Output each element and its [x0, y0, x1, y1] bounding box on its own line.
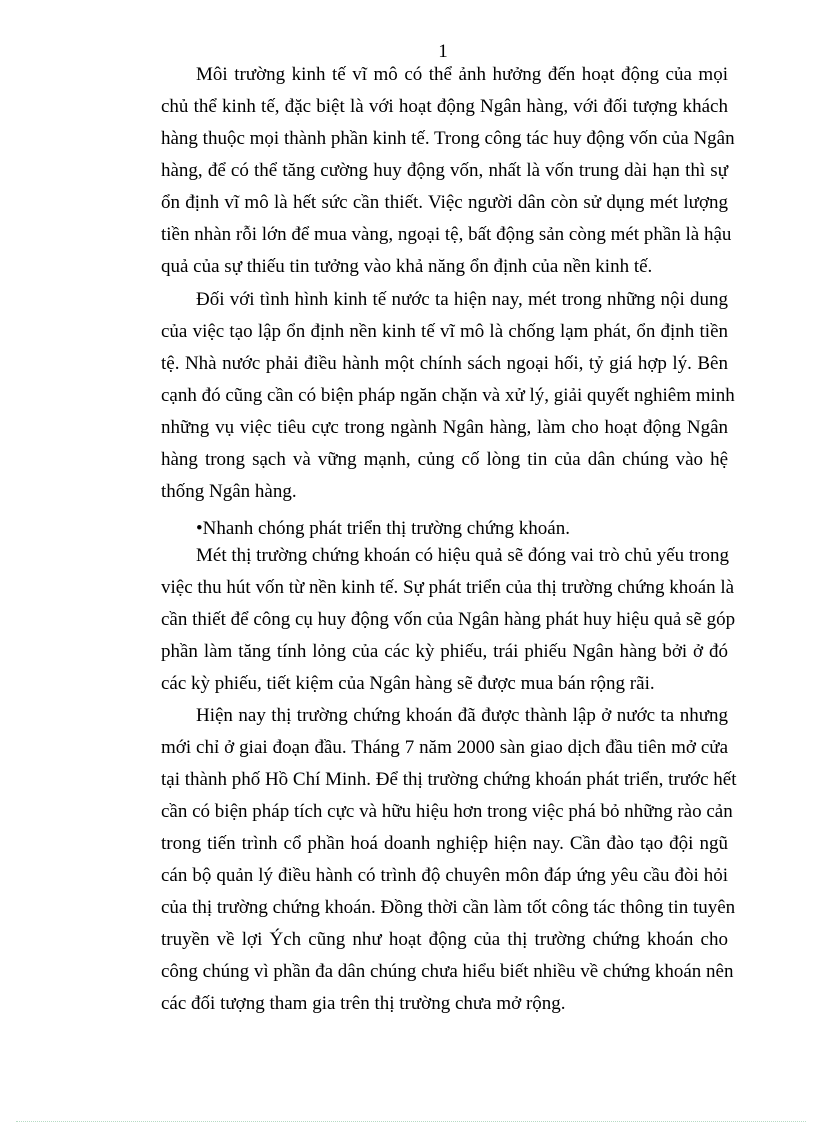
text-line: cần thiết để công cụ huy động vốn của Ngân hàng phát huy hiệu quả sẽ góp	[161, 609, 736, 630]
text-line: của thị trường chứng khoán. Đồng thời cần làm tốt công tác thông tin tuyên	[161, 897, 736, 918]
text-line: ổn định vĩ mô là hết sức cần thiết. Việc người dân còn sử dụng mét lượng	[161, 192, 728, 213]
page-bottom-border	[16, 1121, 806, 1122]
text-line: cần có biện pháp tích cực và hữu hiệu hơn trong việc phá bỏ những rào cản	[161, 801, 733, 822]
text-line: của việc tạo lập ổn định nền kinh tế vĩ mô là chống lạm phát, ổn định tiền	[161, 321, 728, 342]
text-line: tại thành phố Hồ Chí Minh. Để thị trường chứng khoán phát triển, trước hết	[161, 769, 737, 790]
paragraph-macro-stability	[161, 59, 735, 283]
text-line: trong tiến trình cổ phần hoá doanh nghiệp hiện nay. Cần đào tạo đội ngũ	[161, 833, 728, 854]
text-line: hàng thuộc mọi thành phần kinh tế. Trong công tác huy động vốn của Ngân	[161, 128, 735, 149]
text-line: cạnh đó cũng cần có biện pháp ngăn chặn và xử lý, giải quyết nghiêm minh	[161, 385, 735, 406]
text-line: tệ. Nhà nước phải điều hành một chính sách ngoại hối, tỷ giá hợp lý. Bên	[161, 353, 728, 374]
page-number: 1	[438, 41, 448, 62]
text-line: các kỳ phiếu, tiết kiệm của Ngân hàng sẽ được mua bán rộng rãi.	[161, 673, 655, 694]
paragraph-stock-market-status	[161, 700, 737, 1020]
text-line: công chúng vì phần đa dân chúng chưa hiểu biết nhiều về chứng khoán nên	[161, 961, 734, 982]
text-line: phần làm tăng tính lỏng của các kỳ phiếu, trái phiếu Ngân hàng bởi ở đó	[161, 641, 728, 662]
paragraph-stock-market-role	[161, 540, 736, 700]
text-line: thống Ngân hàng.	[161, 481, 297, 502]
text-line: Đối với tình hình kinh tế nước ta hiện nay, mét trong những nội dung	[196, 289, 728, 310]
text-line: tiền nhàn rỗi lớn để mua vàng, ngoại tệ, bất động sản còng mét phần là hậu	[161, 224, 732, 245]
text-line: hàng trong sạch và vững mạnh, củng cố lòng tin của dân chúng vào hệ	[161, 449, 728, 470]
text-line: việc thu hút vốn từ nền kinh tế. Sự phát triển của thị trường chứng khoán là	[161, 577, 735, 598]
text-line: mới chỉ ở giai đoạn đầu. Tháng 7 năm 2000 sàn giao dịch đầu tiên mở cửa	[161, 737, 728, 758]
text-line: các đối tượng tham gia trên thị trường chưa mở rộng.	[161, 993, 566, 1014]
paragraph-inflation-control	[161, 284, 735, 508]
text-line: chủ thể kinh tế, đặc biệt là với hoạt động Ngân hàng, với đối tượng khách	[161, 96, 728, 117]
text-line: •Nhanh chóng phát triển thị trường chứng khoán.	[196, 518, 570, 539]
text-line: Môi trường kinh tế vĩ mô có thể ảnh hưởng đến hoạt động của mọi	[196, 64, 728, 85]
text-line: quả của sự thiếu tin tưởng vào khả năng ổn định của nền kinh tế.	[161, 256, 653, 277]
text-line: Hiện nay thị trường chứng khoán đã được thành lập ở nước ta nhưng	[196, 705, 728, 726]
text-line: cán bộ quản lý điều hành có trình độ chuyên môn đáp ứng yêu cầu đòi hỏi	[161, 865, 728, 886]
text-line: truyền về lợi Ých cũng như hoạt động của thị trường chứng khoán cho	[161, 929, 728, 950]
text-line: những vụ việc tiêu cực trong ngành Ngân hàng, làm cho hoạt động Ngân	[161, 417, 728, 438]
text-line: Mét thị trường chứng khoán có hiệu quả sẽ đóng vai trò chủ yếu trong	[196, 545, 729, 566]
text-line: hàng, để có thể tăng cường huy động vốn, nhất là vốn trung dài hạn thì sự	[161, 160, 728, 181]
